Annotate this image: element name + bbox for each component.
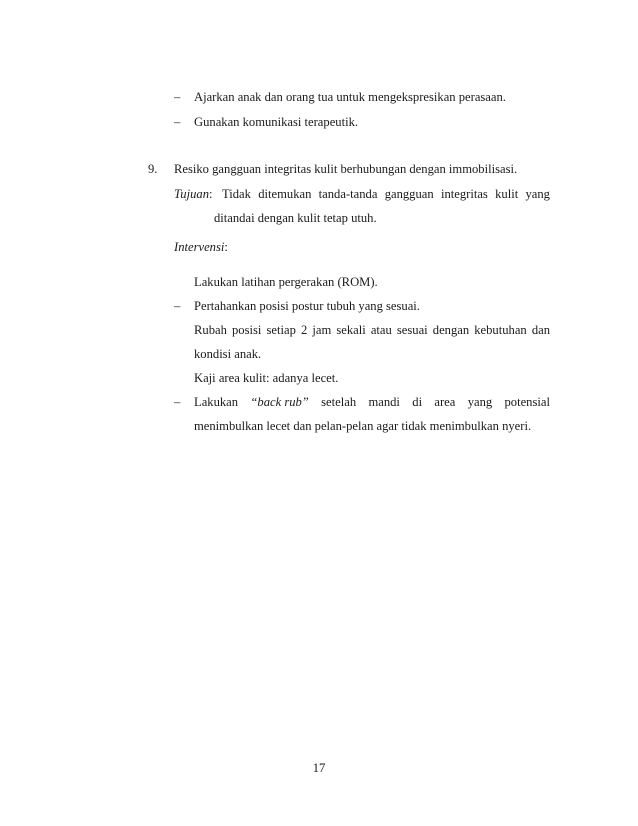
word: yang [467, 395, 493, 409]
word: tanda-tanda [318, 187, 378, 201]
item-title: Resiko gangguan integritas kulit berhubungan dengan immobilisasi. [174, 162, 518, 176]
word: mandi [368, 395, 400, 409]
bullet-marker: – [174, 395, 181, 409]
intervention-rubah-line-2: kondisi anak. [194, 347, 262, 361]
bullet-marker: – [174, 299, 181, 313]
bullet-marker: – [174, 115, 181, 129]
intervention-backrub-line-2: menimbulkan lecet dan pelan-pelan agar tidak menimbulkan nyeri. [194, 419, 532, 433]
intervensi-label-text: Intervensi [174, 240, 225, 254]
intervensi-colon: : [224, 240, 228, 254]
word: “back rub” [250, 395, 309, 409]
word: Rubah [194, 323, 227, 337]
intervention-posisi: Pertahankan posisi postur tubuh yang sesuai. [194, 299, 420, 313]
intervensi-label [174, 239, 228, 255]
word: kulit [495, 187, 519, 201]
intervention-backrub-line-1 [194, 394, 550, 410]
intervention-rom: Lakukan latihan pergerakan (ROM). [194, 275, 378, 289]
word: di [412, 395, 423, 409]
bullet-text: Ajarkan anak dan orang tua untuk mengekspresikan perasaan. [194, 90, 506, 104]
tujuan-line-2: ditandai dengan kulit tetap utuh. [214, 211, 377, 225]
word: setelah [321, 395, 357, 409]
word: sesuai [396, 323, 428, 337]
word: posisi [231, 323, 262, 337]
word: atau [370, 323, 392, 337]
word: gangguan [384, 187, 434, 201]
word: area [434, 395, 456, 409]
intervention-kaji: Kaji area kulit: adanya lecet. [194, 371, 339, 385]
word: dan [531, 323, 550, 337]
word: setiap [266, 323, 296, 337]
word: Tidak [222, 187, 251, 201]
bullet-text: Gunakan komunikasi terapeutik. [194, 115, 359, 129]
tujuan-line-1 [222, 186, 550, 202]
word: potensial [504, 395, 550, 409]
word: kebutuhan [474, 323, 527, 337]
page-number: 17 [312, 761, 326, 775]
word: ditemukan [258, 187, 312, 201]
word: 2 [300, 323, 308, 337]
item-number: 9. [148, 162, 158, 176]
word: integritas [440, 187, 488, 201]
word: yang [525, 187, 550, 201]
tujuan-colon: : [209, 187, 213, 201]
bullet-marker: – [174, 90, 181, 104]
word: sekali [336, 323, 366, 337]
word: jam [312, 323, 332, 337]
tujuan-label-text: Tujuan [174, 187, 209, 201]
tujuan-label [174, 186, 213, 202]
intervention-rubah-line-1 [194, 322, 550, 338]
word: dengan [432, 323, 470, 337]
word: Lakukan [194, 395, 239, 409]
